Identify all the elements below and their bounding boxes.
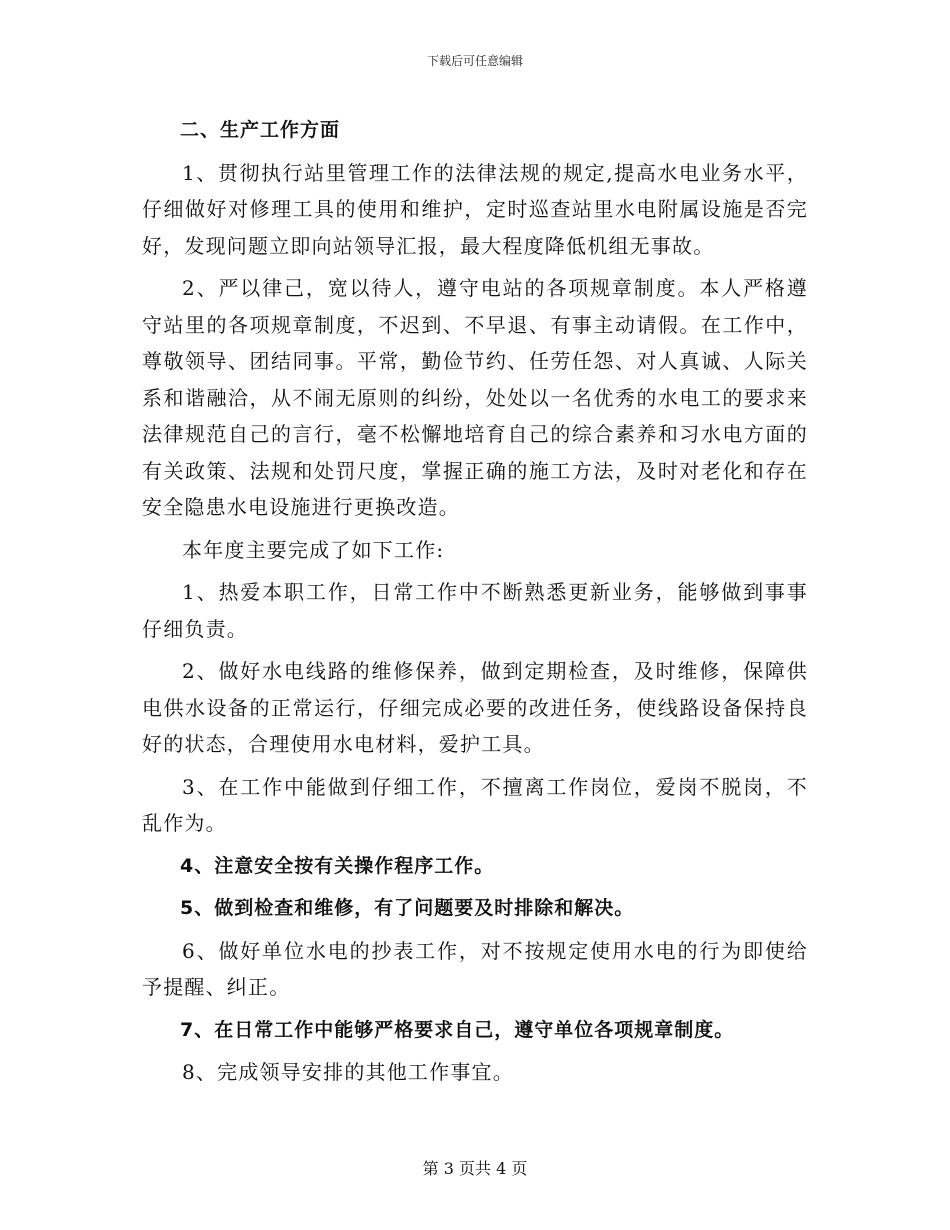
- header-note: 下载后可任意编辑: [426, 54, 523, 68]
- paragraph: 3、在工作中能做到仔细工作，不擅离工作岗位，爱岗不脱岗，不乱作为。: [142, 774, 808, 835]
- paragraph: 6、做好单位水电的抄表工作，对不按规定使用水电的行为即使给予提醒、纠正。: [142, 938, 808, 999]
- document-body: [142, 112, 808, 1091]
- paragraph: 2、做好水电线路的维修保养，做到定期检查，及时维修，保障供电供水设备的正常运行，仔细完成必要的改进任务，使线路设备保持良好的状态，合理使用水电材料，爱护工具。: [142, 659, 808, 756]
- paragraph: 8、完成领导安排的其他工作事宜。: [182, 1060, 514, 1084]
- page-number: 第 3 页共 4 页: [422, 1159, 528, 1178]
- paragraph: 1、贯彻执行站里管理工作的法律法规的规定,提高水电业务水平，仔细做好对修理工具的使用和维护，定时巡查站里水电附属设施是否完好，发现问题立即向站领导汇报，最大程度降低机组无事故。: [142, 160, 808, 258]
- paragraph-bold: 4、注意安全按有关操作程序工作。: [180, 854, 495, 877]
- paragraph-bold: 7、在日常工作中能够严格要求自己，遵守单位各项规章制度。: [180, 1018, 735, 1041]
- paragraph-bold: 5、做到检查和维修，有了问题要及时排除和解决。: [180, 897, 635, 919]
- paragraph: 2、严以律己，宽以待人，遵守电站的各项规章制度。本人严格遵守站里的各项规章制度，不迟到、不早退、有事主动请假。在工作中，尊敬领导、团结同事。平常，勤俭节约、任劳任怨、对人真诚、人际关系和谐融洽，从不闹无原则的纠纷，处处以一名优秀的水电工的要求来法律规范自己的言行，毫不松懈地培育自己的综合素养和习水电方面的有关政策、法规和处罚尺度，掌握正确的施工方法，及时对老化和存在安全隐患水电设施进行更换改造。: [142, 276, 808, 519]
- paragraph: 1、热爱本职工作，日常工作中不断熟悉更新业务，能够做到事事仔细负责。: [142, 580, 808, 641]
- section-title: 二、生产工作方面: [180, 119, 341, 141]
- paragraph: 本年度主要完成了如下工作:: [182, 537, 445, 562]
